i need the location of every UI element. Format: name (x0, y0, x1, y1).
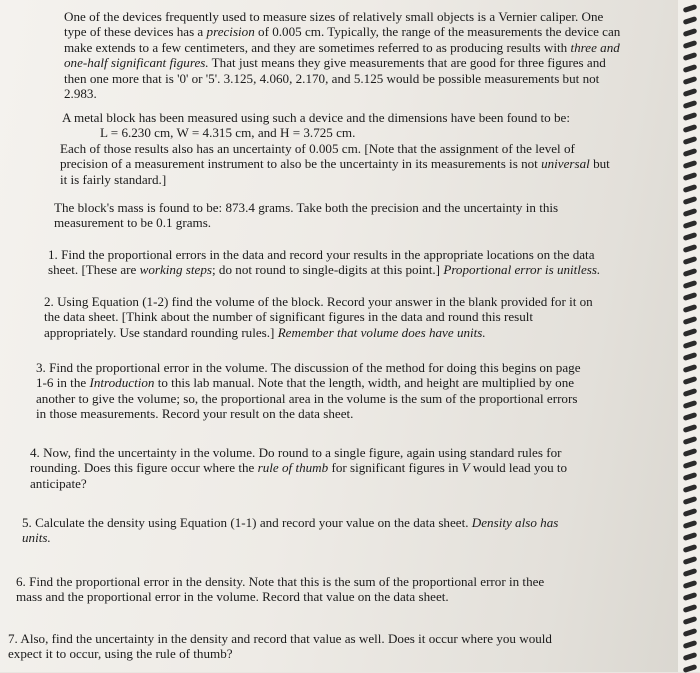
binding-ring (683, 16, 698, 25)
binding-ring (683, 208, 698, 217)
binding-ring (683, 544, 698, 553)
binding-ring (683, 436, 698, 445)
binding-ring (683, 424, 698, 433)
binding-ring (683, 556, 698, 565)
binding-ring (683, 508, 698, 517)
binding-ring (683, 460, 698, 469)
binding-ring (683, 580, 698, 589)
binding-ring (683, 628, 698, 637)
binding-ring (683, 232, 698, 241)
binding-ring (683, 304, 698, 313)
question-7 (8, 631, 670, 662)
binding-ring (683, 4, 698, 13)
binding-ring (683, 652, 698, 661)
question-5 (22, 515, 664, 546)
text-line: units. (22, 530, 51, 546)
binding-ring (683, 604, 698, 613)
binding-ring (683, 532, 698, 541)
binding-ring (683, 448, 698, 457)
binding-ring (683, 172, 698, 181)
binding-ring (683, 400, 698, 409)
text-line: 2. Using Equation (1-2) find the volume of the block. Record your answer in the blank provided for it on (44, 294, 593, 309)
text-line: 6. Find the proportional error in the density. Note that this is the sum of the proportional error in thee (16, 574, 545, 589)
binding-ring (683, 640, 698, 649)
binding-ring (683, 316, 698, 325)
text-line: A metal block has been measured using such a device and the dimensions have been found to be: (62, 110, 570, 125)
binding-ring (683, 376, 698, 385)
binding-ring (683, 184, 698, 193)
mass-paragraph (54, 200, 646, 231)
question-1 (48, 247, 653, 278)
binding-ring (683, 292, 698, 301)
spiral-binding (678, 0, 700, 672)
text-line: 7. Also, find the uncertainty in the density and record that value as well. Does it occur where you would (8, 631, 552, 646)
text-line: 1. Find the proportional errors in the data and record your results in the appropriate locations on the data (48, 247, 595, 262)
binding-ring (683, 244, 698, 253)
question-6 (16, 574, 666, 605)
question-4 (30, 445, 660, 491)
question-3 (36, 360, 658, 422)
binding-ring (683, 616, 698, 625)
binding-ring (683, 364, 698, 373)
text-line: then one more that is '0' or '5'. 3.125, 4.060, 2.170, and 5.125 would be possible measurements but not (64, 70, 600, 86)
text-line: 5. Calculate the density using Equation (1-1) and record your value on the data sheet. Density also has (22, 515, 559, 530)
text-line: The block's mass is found to be: 873.4 grams. Take both the precision and the uncertainty in this (54, 200, 559, 215)
text-line: 4. Now, find the uncertainty in the volume. Do round to a single figure, again using standard rules for (30, 445, 562, 460)
text-line: it is fairly standard.] (60, 171, 167, 187)
binding-ring (683, 100, 698, 109)
binding-ring (683, 280, 698, 289)
binding-ring (683, 88, 698, 97)
text-line: sheet. [These are working steps; do not round to single-digits at this point.] Proportional error is unitless. (48, 262, 601, 278)
text-line: type of these devices has a precision of 0.005 cm. Typically, the range of the measurements the device can (64, 24, 621, 40)
binding-ring (683, 472, 698, 481)
binding-ring (683, 52, 698, 61)
text-line: expect it to occur, using the rule of thumb? (8, 646, 233, 662)
text-line: 1-6 in the Introduction to this lab manual. Note that the length, width, and height are multiplied by one (36, 375, 575, 391)
block-dimensions-paragraph (60, 110, 645, 187)
binding-ring (683, 160, 698, 169)
binding-ring (683, 136, 698, 145)
binding-ring (683, 256, 698, 265)
binding-ring (683, 28, 698, 37)
binding-ring (683, 76, 698, 85)
text-line: another to give the volume; so, the proportional area in the volume is the sum of the proportional errors (36, 390, 578, 406)
binding-ring (683, 568, 698, 577)
binding-ring (683, 412, 698, 421)
text-line: 2.983. (64, 86, 97, 102)
binding-ring (683, 196, 698, 205)
binding-ring (683, 592, 698, 601)
dimensions-line: L = 6.230 cm, W = 4.315 cm, and H = 3.725 cm. (100, 125, 356, 141)
binding-ring (683, 148, 698, 157)
binding-ring (683, 112, 698, 121)
binding-ring (683, 268, 698, 277)
text-line: one-half significant figures. That just means they give measurements that are good for three figures and (64, 55, 606, 71)
binding-ring (683, 328, 698, 337)
binding-ring (683, 388, 698, 397)
binding-ring (683, 40, 698, 49)
text-line: One of the devices frequently used to measure sizes of relatively small objects is a Vernier caliper. One (64, 9, 604, 24)
binding-ring (683, 124, 698, 133)
text-line: Each of those results also has an uncertainty of 0.005 cm. [Note that the assignment of the level of (60, 140, 575, 156)
text-line: anticipate? (30, 475, 87, 491)
binding-ring (683, 484, 698, 493)
text-line: the data sheet. [Think about the number of significant figures in the data and round this result (44, 309, 534, 325)
text-line: rounding. Does this figure occur where the rule of thumb for significant figures in V would lead you to (30, 460, 568, 476)
binding-ring (683, 520, 698, 529)
text-line: precision of a measurement instrument to also be the uncertainty in its measurements is not universal but (60, 156, 610, 172)
binding-ring (683, 496, 698, 505)
text-line: make extends to a few centimeters, and they are sometimes referred to as producing results with three and (64, 39, 620, 55)
text-line: in those measurements. Record your result on the data sheet. (36, 406, 354, 422)
text-line: 3. Find the proportional error in the volume. The discussion of the method for doing this begins on page (36, 360, 581, 375)
binding-ring (683, 64, 698, 73)
text-line: appropriately. Use standard rounding rules.] Remember that volume does have units. (44, 324, 486, 340)
binding-ring (683, 340, 698, 349)
text-line: mass and the proportional error in the volume. Record that value on the data sheet. (16, 589, 449, 605)
binding-ring (683, 220, 698, 229)
question-2 (44, 294, 656, 340)
intro-paragraph (64, 9, 644, 101)
binding-ring (683, 352, 698, 361)
text-line: measurement to be 0.1 grams. (54, 215, 212, 231)
